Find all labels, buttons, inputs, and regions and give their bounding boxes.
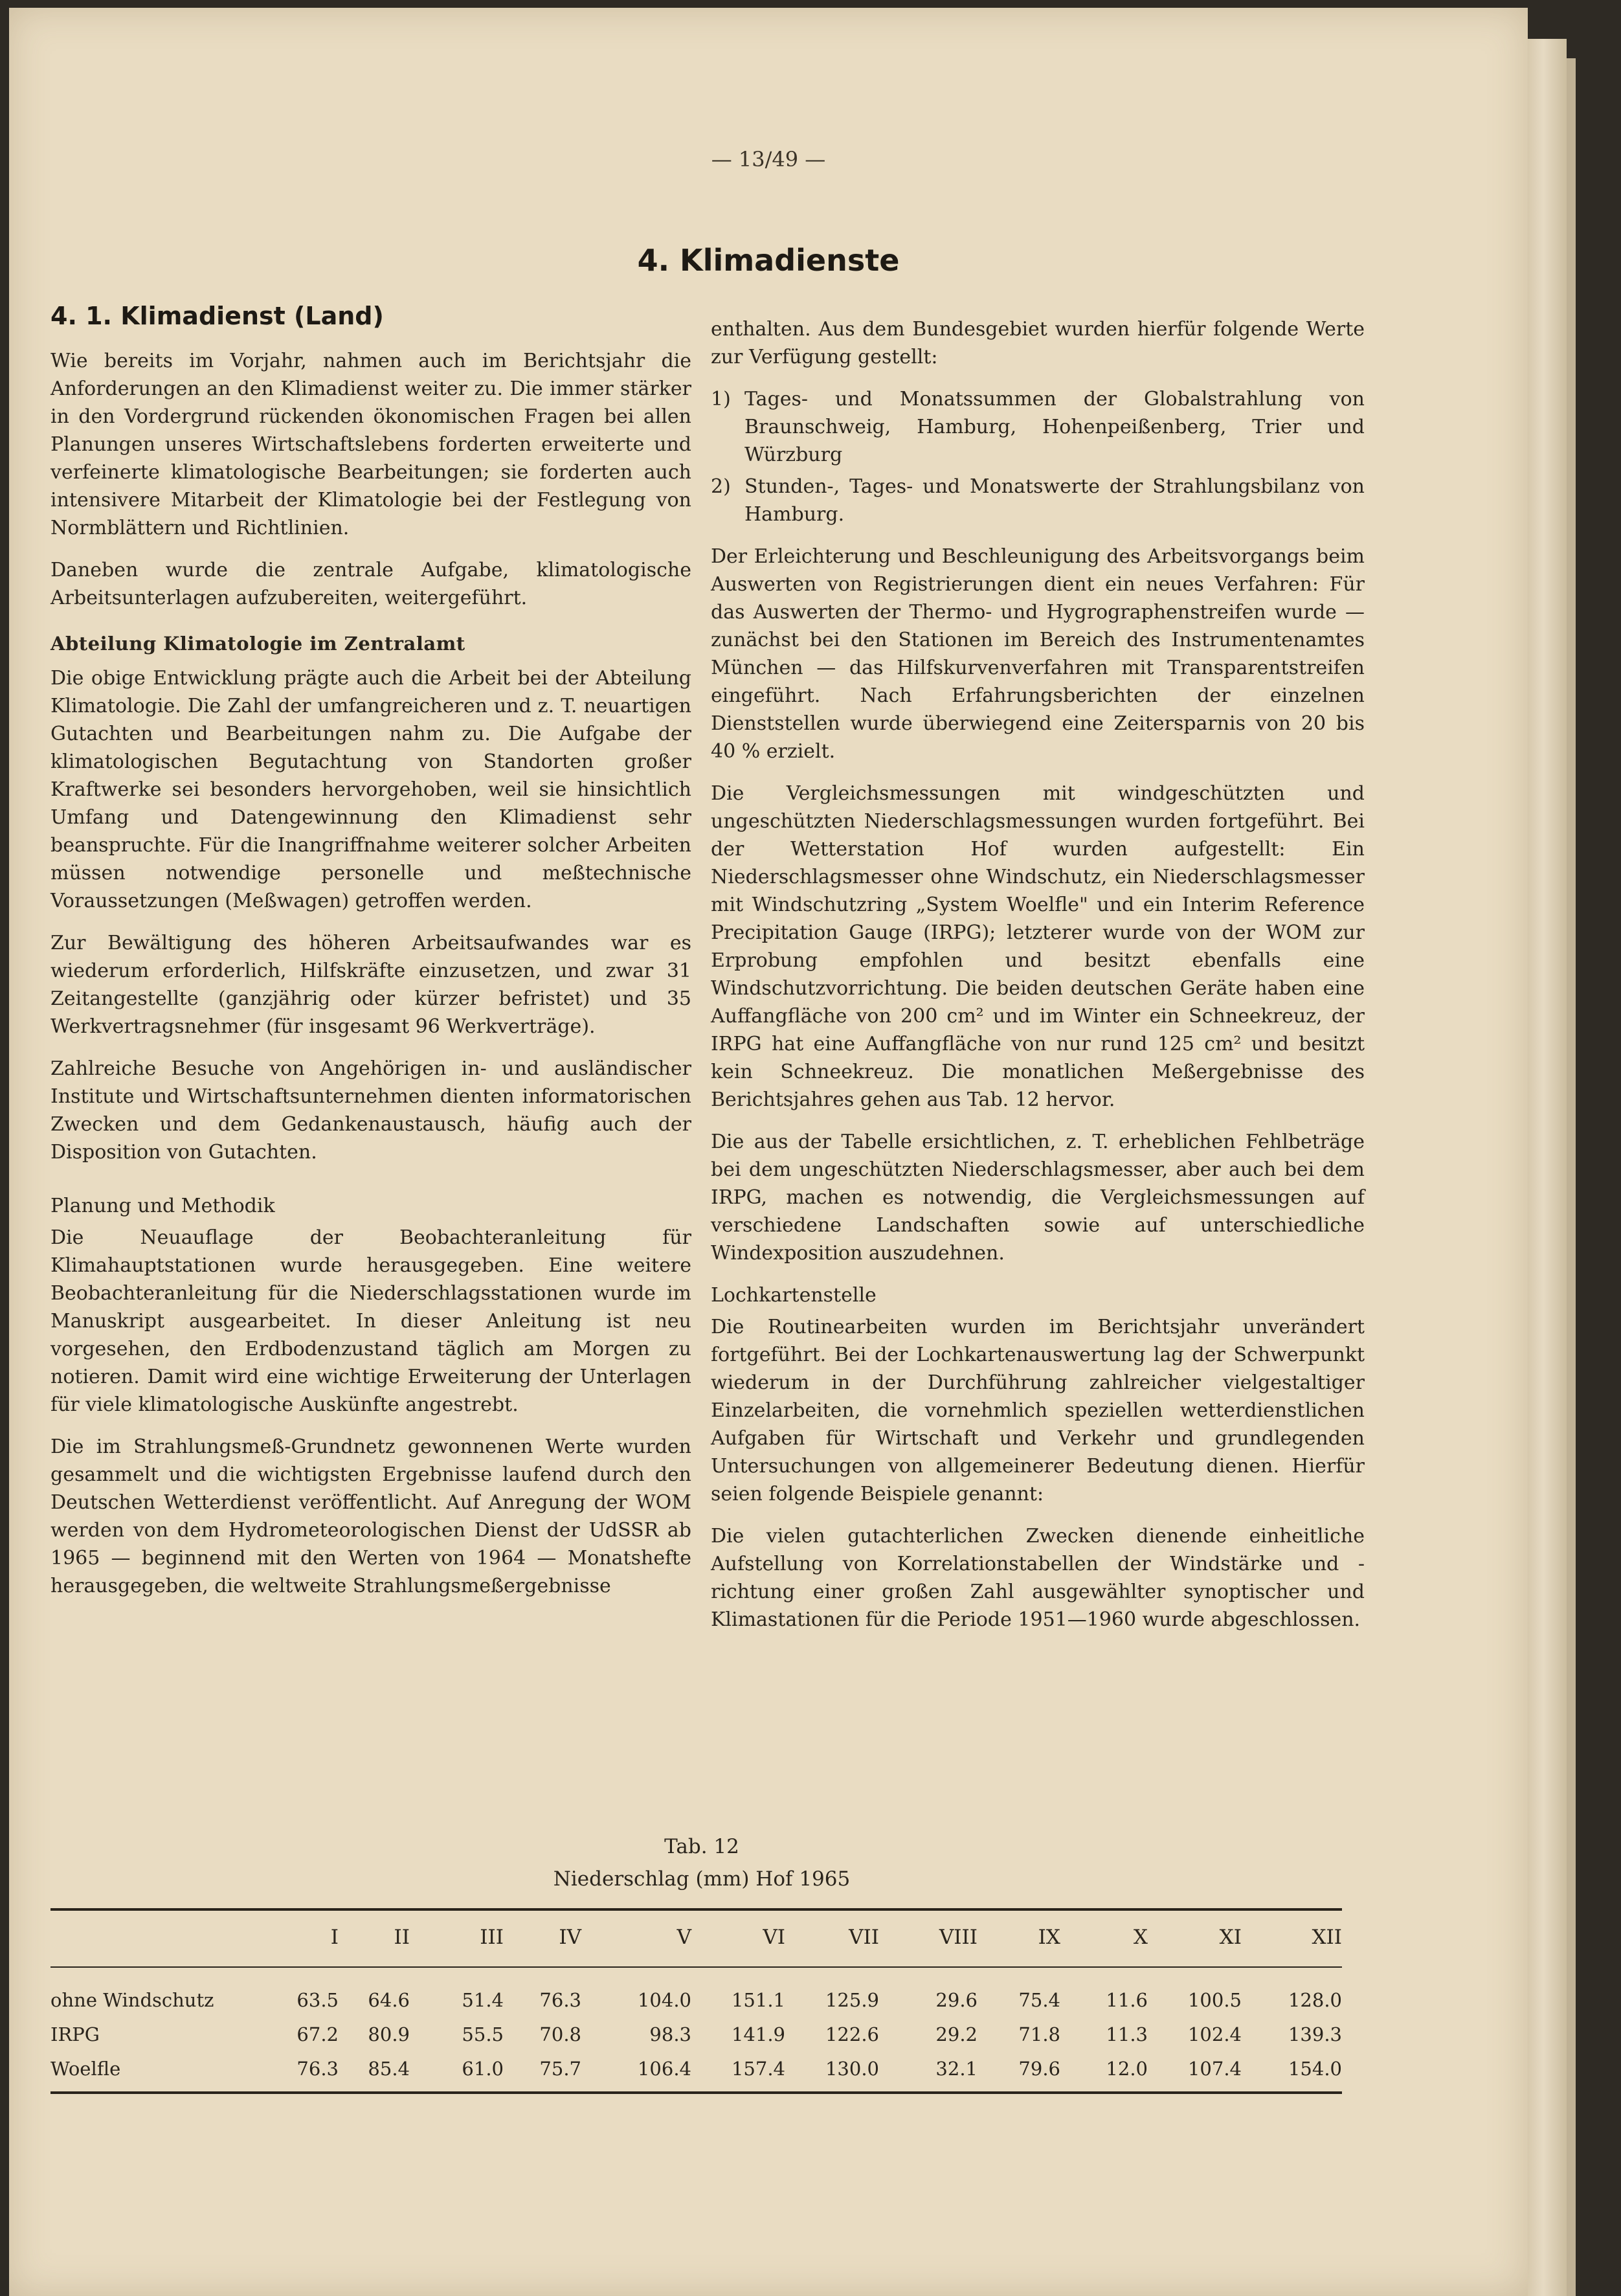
list-text: Stunden-, Tages- und Monatswerte der Strahlungsbilanz von Hamburg. xyxy=(744,475,1365,526)
table-cell: 79.6 xyxy=(1018,2057,1060,2080)
table-cell: 11.6 xyxy=(1106,1988,1148,2011)
row-label: IRPG xyxy=(50,2023,100,2045)
table-col-header: VII xyxy=(849,1926,879,1949)
table-cell: 107.4 xyxy=(1187,2057,1242,2080)
table-cell: 80.9 xyxy=(368,2023,410,2045)
table-cell: 85.4 xyxy=(368,2057,410,2080)
table-cell: 76.3 xyxy=(539,1988,581,2011)
table-cell: 128.0 xyxy=(1288,1988,1342,2011)
paragraph: Wie bereits im Vorjahr, nahmen auch im Berichtsjahr die Anforderungen an den Klimadienst weiter zu. Die immer stärker in den Vordergrund rückenden ökonomischen Fragen bei allen Planungen unseres Wirtschaftslebens forderten erweiterte und verfeinerte klimatologische Bearbeitungen; sie forderten auch intensivere Mitarbeit der Klimatologie bei der Festlegung von Normblättern und Richtlinien. xyxy=(50,350,691,539)
table-cell: 29.6 xyxy=(935,1988,978,2011)
table-cell: 71.8 xyxy=(1018,2023,1060,2045)
table-cell: 75.7 xyxy=(539,2057,581,2080)
paragraph: Zur Bewältigung des höheren Arbeitsaufwandes war es wiederum erforderlich, Hilfskräfte einzusetzen, und zwar 31 Zeitangestellte (ganzjährig oder kürzer befristet) und 35 Werkvertragsnehmer (für insgesamt 96 Werkverträge). xyxy=(50,932,691,1038)
table-cell: 29.2 xyxy=(935,2023,978,2045)
paragraph: Die vielen gutachterlichen Zwecken dienende einheitliche Aufstellung von Korrelationstabellen der Windstärke und -richtung einer großen Zahl ausgewählter synoptischer und Klimastationen für die Periode 1951—1960 wurde abgeschlossen. xyxy=(711,1525,1365,1631)
table-cell: 76.3 xyxy=(296,2057,339,2080)
subheading: Lochkartenstelle xyxy=(711,1284,877,1307)
table-title: Niederschlag (mm) Hof 1965 xyxy=(553,1867,851,1891)
table-cell: 61.0 xyxy=(462,2057,504,2080)
table-row xyxy=(50,2017,1342,2051)
paragraph: Die Vergleichsmessungen mit windgeschützten und ungeschützten Niederschlagsmessungen wurden fortgeführt. Bei der Wetterstation Hof wurden aufgestellt: Ein Niederschlagsmesser ohne Windschutz, ein Niederschlagsmesser mit Windschutzring „System Woelfle" und ein Interim Reference Precipitation Gauge (IRPG); letzterer wurde von der WOM zur Erprobung empfohlen und besitzt ebenfalls eine Windschutzvorrichtung. Die beiden deutschen Geräte haben eine Auffangfläche von 200 cm² und im Winter ein Schneekreuz, der IRPG hat eine Auffangfläche von nur rund 125 cm² und besitzt kein Schneekreuz. Die monatlichen Meßergebnisse des Berichtsjahres gehen aus Tab. 12 hervor. xyxy=(711,782,1365,1111)
paragraph: Die Neuauflage der Beobachteranleitung für Klimahauptstationen wurde herausgegeben. Eine weitere Beobachteranleitung für die Niederschlagsstationen wurde im Manuskript ausgearbeitet. In dieser Anleitung ist neu vorgesehen, den Erdbodenzustand täglich am Morgen zu notieren. Damit wird eine wichtige Erweiterung der Unterlagen für viele klimatologische Auskünfte angestrebt. xyxy=(50,1226,691,1416)
table-cell: 32.1 xyxy=(935,2057,978,2080)
table-col-header: I xyxy=(330,1926,339,1949)
table-cell: 141.9 xyxy=(731,2023,785,2045)
table-cell: 151.1 xyxy=(731,1988,785,2011)
paragraph: Daneben wurde die zentrale Aufgabe, klimatologische Arbeitsunterlagen aufzubereiten, weitergeführt. xyxy=(50,559,691,609)
table-cell: 104.0 xyxy=(637,1988,691,2011)
table-cell: 63.5 xyxy=(296,1988,339,2011)
table-cell: 11.3 xyxy=(1106,2023,1148,2045)
table-col-header: VI xyxy=(763,1926,785,1949)
table-cell: 70.8 xyxy=(539,2023,581,2045)
table-cell: 100.5 xyxy=(1187,1988,1242,2011)
page-edge-shadow xyxy=(1567,58,1576,2296)
table-cell: 122.6 xyxy=(825,2023,879,2045)
row-label: Woelfle xyxy=(50,2057,121,2080)
list-text: Tages- und Monatssummen der Globalstrahlung von Braunschweig, Hamburg, Hohenpeißenberg, Trier und Würzburg xyxy=(744,388,1365,466)
table-cell: 130.0 xyxy=(825,2057,879,2080)
paragraph: Die aus der Tabelle ersichtlichen, z. T. erheblichen Fehlbeträge bei dem ungeschützten Niederschlagsmesser, aber auch bei dem IRPG, machen es notwendig, die Vergleichsmessungen auf verschiedene Landschaften sowie auf unterschiedliche Windexposition auszudehnen. xyxy=(711,1131,1365,1265)
paragraph: Zahlreiche Besuche von Angehörigen in- und ausländischer Institute und Wirtschaftsunternehmen dienten informatorischen Zwecken und dem Gedankenaustausch, häufig auch der Disposition von Gutachten. xyxy=(50,1057,691,1164)
table-cell: 12.0 xyxy=(1106,2057,1148,2080)
page-edge xyxy=(1528,39,1567,2296)
table-cell: 55.5 xyxy=(462,2023,504,2045)
table-col-header: IX xyxy=(1038,1926,1060,1949)
table-header-rule xyxy=(50,1966,1342,1968)
list-item xyxy=(711,473,1365,528)
table-cell: 64.6 xyxy=(368,1988,410,2011)
precipitation-table xyxy=(50,1983,1342,2086)
page-number: — 13/49 — xyxy=(711,147,826,172)
row-label: ohne Windschutz xyxy=(50,1988,214,2011)
table-label: Tab. 12 xyxy=(664,1835,739,1858)
table-row xyxy=(50,1983,1342,2017)
table-col-header: VIII xyxy=(939,1926,978,1949)
table-cell: 154.0 xyxy=(1288,2057,1342,2080)
section-title: 4. 1. Klimadienst (Land) xyxy=(50,302,384,330)
table-bottom-rule xyxy=(50,2091,1342,2094)
subheading: Planung und Methodik xyxy=(50,1195,275,1217)
table-col-header: XII xyxy=(1312,1926,1342,1949)
paragraph: enthalten. Aus dem Bundesgebiet wurden hierfür folgende Werte zur Verfügung gestellt: xyxy=(711,318,1365,368)
table-col-header: III xyxy=(480,1926,504,1949)
table-col-header: IV xyxy=(559,1926,581,1949)
table-cell: 75.4 xyxy=(1018,1988,1060,2011)
table-cell: 125.9 xyxy=(825,1988,879,2011)
paragraph: Die obige Entwicklung prägte auch die Arbeit bei der Abteilung Klimatologie. Die Zahl der umfangreicheren und z. T. neuartigen Gutachten und Bearbeitungen nahm zu. Die Aufgabe der klimatologischen Begutachtung von Standorten großer Kraftwerke sei besonders hervorgehoben, weil sie hinsichtlich Umfang und Datengewinnung den Klimadienst sehr beanspruchte. Für die Inangriffnahme weiterer solcher Arbeiten müssen notwendige personelle und meßtechnische Voraussetzungen (Meßwagen) getroffen werden. xyxy=(50,667,691,912)
table-cell: 98.3 xyxy=(649,2023,691,2045)
left-column xyxy=(50,302,691,1614)
right-column xyxy=(711,315,1365,1648)
table-cell: 102.4 xyxy=(1187,2023,1242,2045)
table-cell: 51.4 xyxy=(462,1988,504,2011)
table-cell: 157.4 xyxy=(731,2057,785,2080)
table-col-header: XI xyxy=(1219,1926,1242,1949)
table-col-header: X xyxy=(1133,1926,1148,1949)
table-col-header: II xyxy=(394,1926,410,1949)
chapter-title: 4. Klimadienste xyxy=(637,243,900,278)
table-cell: 106.4 xyxy=(637,2057,691,2080)
table-cell: 67.2 xyxy=(296,2023,339,2045)
subheading: Abteilung Klimatologie im Zentralamt xyxy=(50,633,465,655)
document-page xyxy=(9,8,1528,2296)
paragraph: Der Erleichterung und Beschleunigung des Arbeitsvorgangs beim Auswerten von Registrierungen dient ein neues Verfahren: Für das Auswerten der Thermo- und Hygrographenstreifen wurde — zunächst bei den Stationen im Bereich des Instrumentenamtes München — das Hilfskurvenverfahren mit Transparentstreifen eingeführt. Nach Erfahrungsberichten der einzelnen Dienststellen wurde überwiegend eine Zeitersparnis von 20 bis 40 % erzielt. xyxy=(711,545,1365,763)
paragraph: Die im Strahlungsmeß-Grundnetz gewonnenen Werte wurden gesammelt und die wichtigsten Ergebnisse laufend durch den Deutschen Wetterdienst veröffentlicht. Auf Anregung der WOM werden von dem Hydrometeorologischen Dienst der UdSSR ab 1965 — beginnend mit den Werten von 1964 — Monatshefte herausgegeben, die weltweite Strahlungsmeßergebnisse xyxy=(50,1435,691,1597)
table-row xyxy=(50,2051,1342,2086)
table-top-rule xyxy=(50,1908,1342,1911)
paragraph: Die Routinearbeiten wurden im Berichtsjahr unverändert fortgeführt. Bei der Lochkartenauswertung lag der Schwerpunkt wiederum in der Durchführung zahlreicher vielgestaltiger Einzelarbeiten, die vornehmlich speziellen wetterdienstlichen Aufgaben für Wirtschaft und Verkehr und grundlegenden Untersuchungen von allgemeinerer Bedeutung dienen. Hierfür seien folgende Beispiele genannt: xyxy=(711,1316,1365,1505)
table-col-header: V xyxy=(676,1926,691,1949)
table-cell: 139.3 xyxy=(1288,2023,1342,2045)
list-number: 1) xyxy=(711,388,731,411)
list-number: 2) xyxy=(711,475,731,498)
list-item xyxy=(711,385,1365,469)
